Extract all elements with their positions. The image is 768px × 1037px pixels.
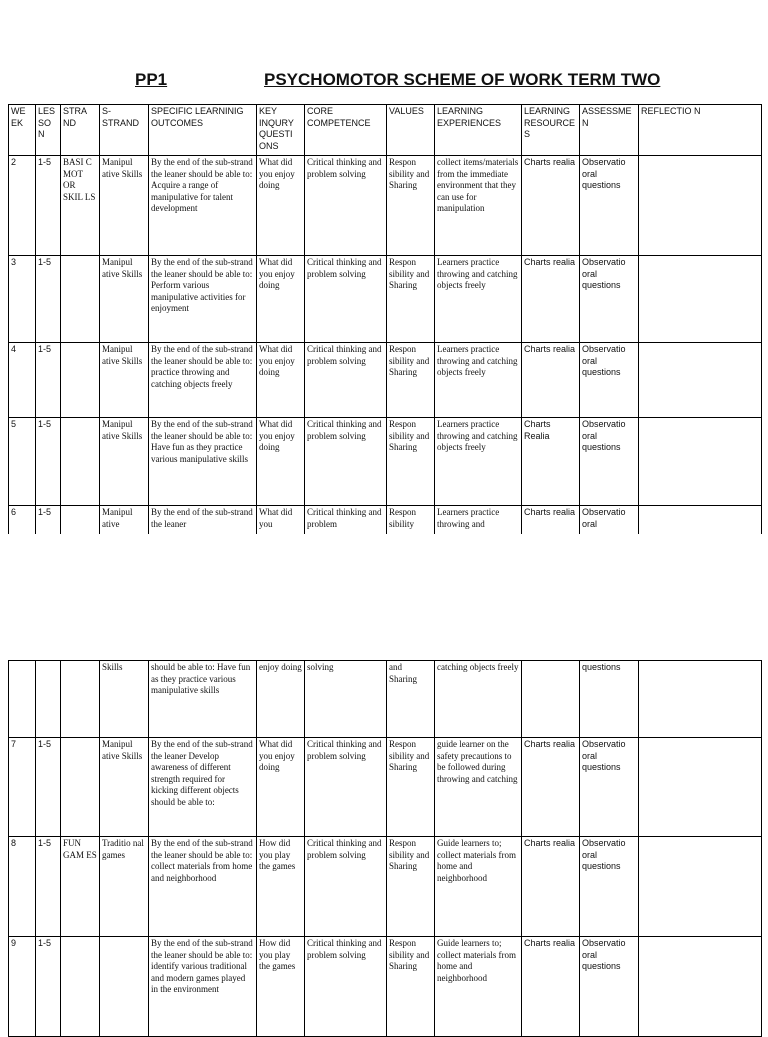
strand-cell [61, 256, 100, 343]
learning-outcome-cell: By the end of the sub-strand the leaner should be able to: collect materials from home and neighborhood [149, 837, 257, 937]
core-competence-cell: Critical thinking and problem solving [305, 418, 387, 506]
lesson-cell: 1-5 [36, 506, 61, 535]
learning-experience-cell: Learners practice throwing and [435, 506, 522, 535]
sub-strand-cell: Manipul ative Skills [100, 256, 149, 343]
core-competence-cell: Critical thinking and problem solving [305, 738, 387, 837]
lesson-cell: 1-5 [36, 837, 61, 937]
table-row [9, 661, 762, 738]
lesson-cell: 1-5 [36, 418, 61, 506]
document-title [0, 70, 768, 94]
header-cell: CORE COMPETENCE [305, 105, 387, 156]
key-question-cell: How did you play the games [257, 937, 305, 1037]
header-cell: LEARNING EXPERIENCES [435, 105, 522, 156]
learning-resources-cell: Charts realia [522, 738, 580, 837]
learning-outcome-cell: By the end of the sub-strand the leaner should be able to: identify various traditional and modern games played in the environment [149, 937, 257, 1037]
assessment-cell: Observatio oral questions [580, 837, 639, 937]
key-question-cell: enjoy doing [257, 661, 305, 738]
strand-cell [61, 343, 100, 418]
header-row [9, 105, 762, 156]
reflection-cell [639, 661, 762, 738]
strand-cell: BASI C MOT OR SKIL LS [61, 156, 100, 256]
assessment-cell: Observatio oral questions [580, 156, 639, 256]
lesson-cell: 1-5 [36, 343, 61, 418]
header-cell: LEARNING RESOURCE S [522, 105, 580, 156]
lesson-cell [36, 661, 61, 738]
header-cell: LES SO N [36, 105, 61, 156]
class-label: PP1 [135, 70, 168, 89]
learning-experience-cell: Learners practice throwing and catching objects freely [435, 343, 522, 418]
week-cell: 9 [9, 937, 36, 1037]
core-competence-cell: Critical thinking and problem solving [305, 343, 387, 418]
table-row [9, 837, 762, 937]
table-row [9, 418, 762, 506]
core-competence-cell: Critical thinking and problem solving [305, 156, 387, 256]
assessment-cell: Observatio oral questions [580, 256, 639, 343]
key-question-cell: What did you enjoy doing [257, 738, 305, 837]
reflection-cell [639, 506, 762, 535]
assessment-cell: Observatio oral [580, 506, 639, 535]
learning-outcome-cell: By the end of the sub-strand the leaner should be able to: Perform various manipulative activities for enjoyment [149, 256, 257, 343]
core-competence-cell: Critical thinking and problem solving [305, 937, 387, 1037]
learning-outcome-cell: By the end of the sub-strand the leaner [149, 506, 257, 535]
scheme-table-page-2 [8, 660, 762, 1037]
sub-strand-cell: Skills [100, 661, 149, 738]
learning-outcome-cell: By the end of the sub-strand the leaner should be able to: Have fun as they practice various manipulative skills [149, 418, 257, 506]
assessment-cell: questions [580, 661, 639, 738]
learning-resources-cell: Charts realia [522, 156, 580, 256]
learning-experience-cell: Guide learners to; collect materials from home and neighborhood [435, 937, 522, 1037]
values-cell: Respon sibility and Sharing [387, 738, 435, 837]
assessment-cell: Observatio oral questions [580, 418, 639, 506]
header-cell: VALUES [387, 105, 435, 156]
week-cell [9, 661, 36, 738]
week-cell: 4 [9, 343, 36, 418]
lesson-cell: 1-5 [36, 156, 61, 256]
sub-strand-cell: Manipul ative [100, 506, 149, 535]
sub-strand-cell: Manipul ative Skills [100, 343, 149, 418]
learning-resources-cell: Charts realia [522, 837, 580, 937]
learning-resources-cell: Charts Realia [522, 418, 580, 506]
table-row [9, 156, 762, 256]
lesson-cell: 1-5 [36, 937, 61, 1037]
values-cell: and Sharing [387, 661, 435, 738]
learning-resources-cell: Charts realia [522, 256, 580, 343]
lesson-cell: 1-5 [36, 738, 61, 837]
strand-cell: FUN GAM ES [61, 837, 100, 937]
strand-cell [61, 418, 100, 506]
assessment-cell: Observatio oral questions [580, 343, 639, 418]
core-competence-cell: Critical thinking and problem solving [305, 256, 387, 343]
values-cell: Respon sibility and Sharing [387, 418, 435, 506]
reflection-cell [639, 738, 762, 837]
lesson-cell: 1-5 [36, 256, 61, 343]
learning-outcome-cell: By the end of the sub-strand the leaner Develop awareness of different strength required for kicking different objects should be able to: [149, 738, 257, 837]
reflection-cell [639, 837, 762, 937]
strand-cell [61, 937, 100, 1037]
core-competence-cell: Critical thinking and problem solving [305, 837, 387, 937]
reflection-cell [639, 418, 762, 506]
table-row [9, 343, 762, 418]
week-cell: 2 [9, 156, 36, 256]
header-cell: ASSESSME N [580, 105, 639, 156]
key-question-cell: What did you enjoy doing [257, 418, 305, 506]
learning-outcome-cell: By the end of the sub-strand the leaner should be able to: Acquire a range of manipulative for talent development [149, 156, 257, 256]
learning-experience-cell: Guide learners to; collect materials from home and neighborhood [435, 837, 522, 937]
key-question-cell: What did you enjoy doing [257, 256, 305, 343]
header-cell: KEY INQURY QUESTI ONS [257, 105, 305, 156]
strand-cell [61, 661, 100, 738]
sub-strand-cell: Manipul ative Skills [100, 738, 149, 837]
scheme-table-page-1 [8, 104, 762, 535]
table-row [9, 937, 762, 1037]
learning-resources-cell: Charts realia [522, 343, 580, 418]
header-cell: WE EK [9, 105, 36, 156]
values-cell: Respon sibility and Sharing [387, 156, 435, 256]
learning-experience-cell: guide learner on the safety precautions to be followed during throwing and catching [435, 738, 522, 837]
values-cell: Respon sibility and Sharing [387, 256, 435, 343]
reflection-cell [639, 343, 762, 418]
values-cell: Respon sibility and Sharing [387, 343, 435, 418]
table-row [9, 256, 762, 343]
page-break-gap [0, 534, 768, 660]
week-cell: 8 [9, 837, 36, 937]
values-cell: Respon sibility and Sharing [387, 837, 435, 937]
sub-strand-cell: Manipul ative Skills [100, 418, 149, 506]
key-question-cell: What did you [257, 506, 305, 535]
key-question-cell: What did you enjoy doing [257, 156, 305, 256]
learning-outcome-cell: should be able to: Have fun as they practice various manipulative skills [149, 661, 257, 738]
values-cell: Respon sibility [387, 506, 435, 535]
sub-strand-cell: Traditio nal games [100, 837, 149, 937]
table-row [9, 506, 762, 535]
week-cell: 6 [9, 506, 36, 535]
header-cell: S-STRAND [100, 105, 149, 156]
reflection-cell [639, 937, 762, 1037]
learning-experience-cell: collect items/materials from the immediate environment that they can use for manipulation [435, 156, 522, 256]
learning-resources-cell [522, 661, 580, 738]
learning-experience-cell: catching objects freely [435, 661, 522, 738]
learning-resources-cell: Charts realia [522, 506, 580, 535]
header-cell: SPECIFIC LEARNINIG OUTCOMES [149, 105, 257, 156]
learning-experience-cell: Learners practice throwing and catching objects freely [435, 256, 522, 343]
week-cell: 3 [9, 256, 36, 343]
strand-cell [61, 506, 100, 535]
values-cell: Respon sibility and Sharing [387, 937, 435, 1037]
page-title: PSYCHOMOTOR SCHEME OF WORK TERM TWO [264, 70, 661, 89]
key-question-cell: What did you enjoy doing [257, 343, 305, 418]
core-competence-cell: solving [305, 661, 387, 738]
sub-strand-cell [100, 937, 149, 1037]
key-question-cell: How did you play the games [257, 837, 305, 937]
header-cell: STRA ND [61, 105, 100, 156]
header-cell: REFLECTIO N [639, 105, 762, 156]
week-cell: 7 [9, 738, 36, 837]
learning-outcome-cell: By the end of the sub-strand the leaner should be able to: practice throwing and catching objects freely [149, 343, 257, 418]
table-row [9, 738, 762, 837]
strand-cell [61, 738, 100, 837]
core-competence-cell: Critical thinking and problem [305, 506, 387, 535]
reflection-cell [639, 256, 762, 343]
week-cell: 5 [9, 418, 36, 506]
sub-strand-cell: Manipul ative Skills [100, 156, 149, 256]
reflection-cell [639, 156, 762, 256]
learning-resources-cell: Charts realia [522, 937, 580, 1037]
assessment-cell: Observatio oral questions [580, 937, 639, 1037]
assessment-cell: Observatio oral questions [580, 738, 639, 837]
learning-experience-cell: Learners practice throwing and catching objects freely [435, 418, 522, 506]
